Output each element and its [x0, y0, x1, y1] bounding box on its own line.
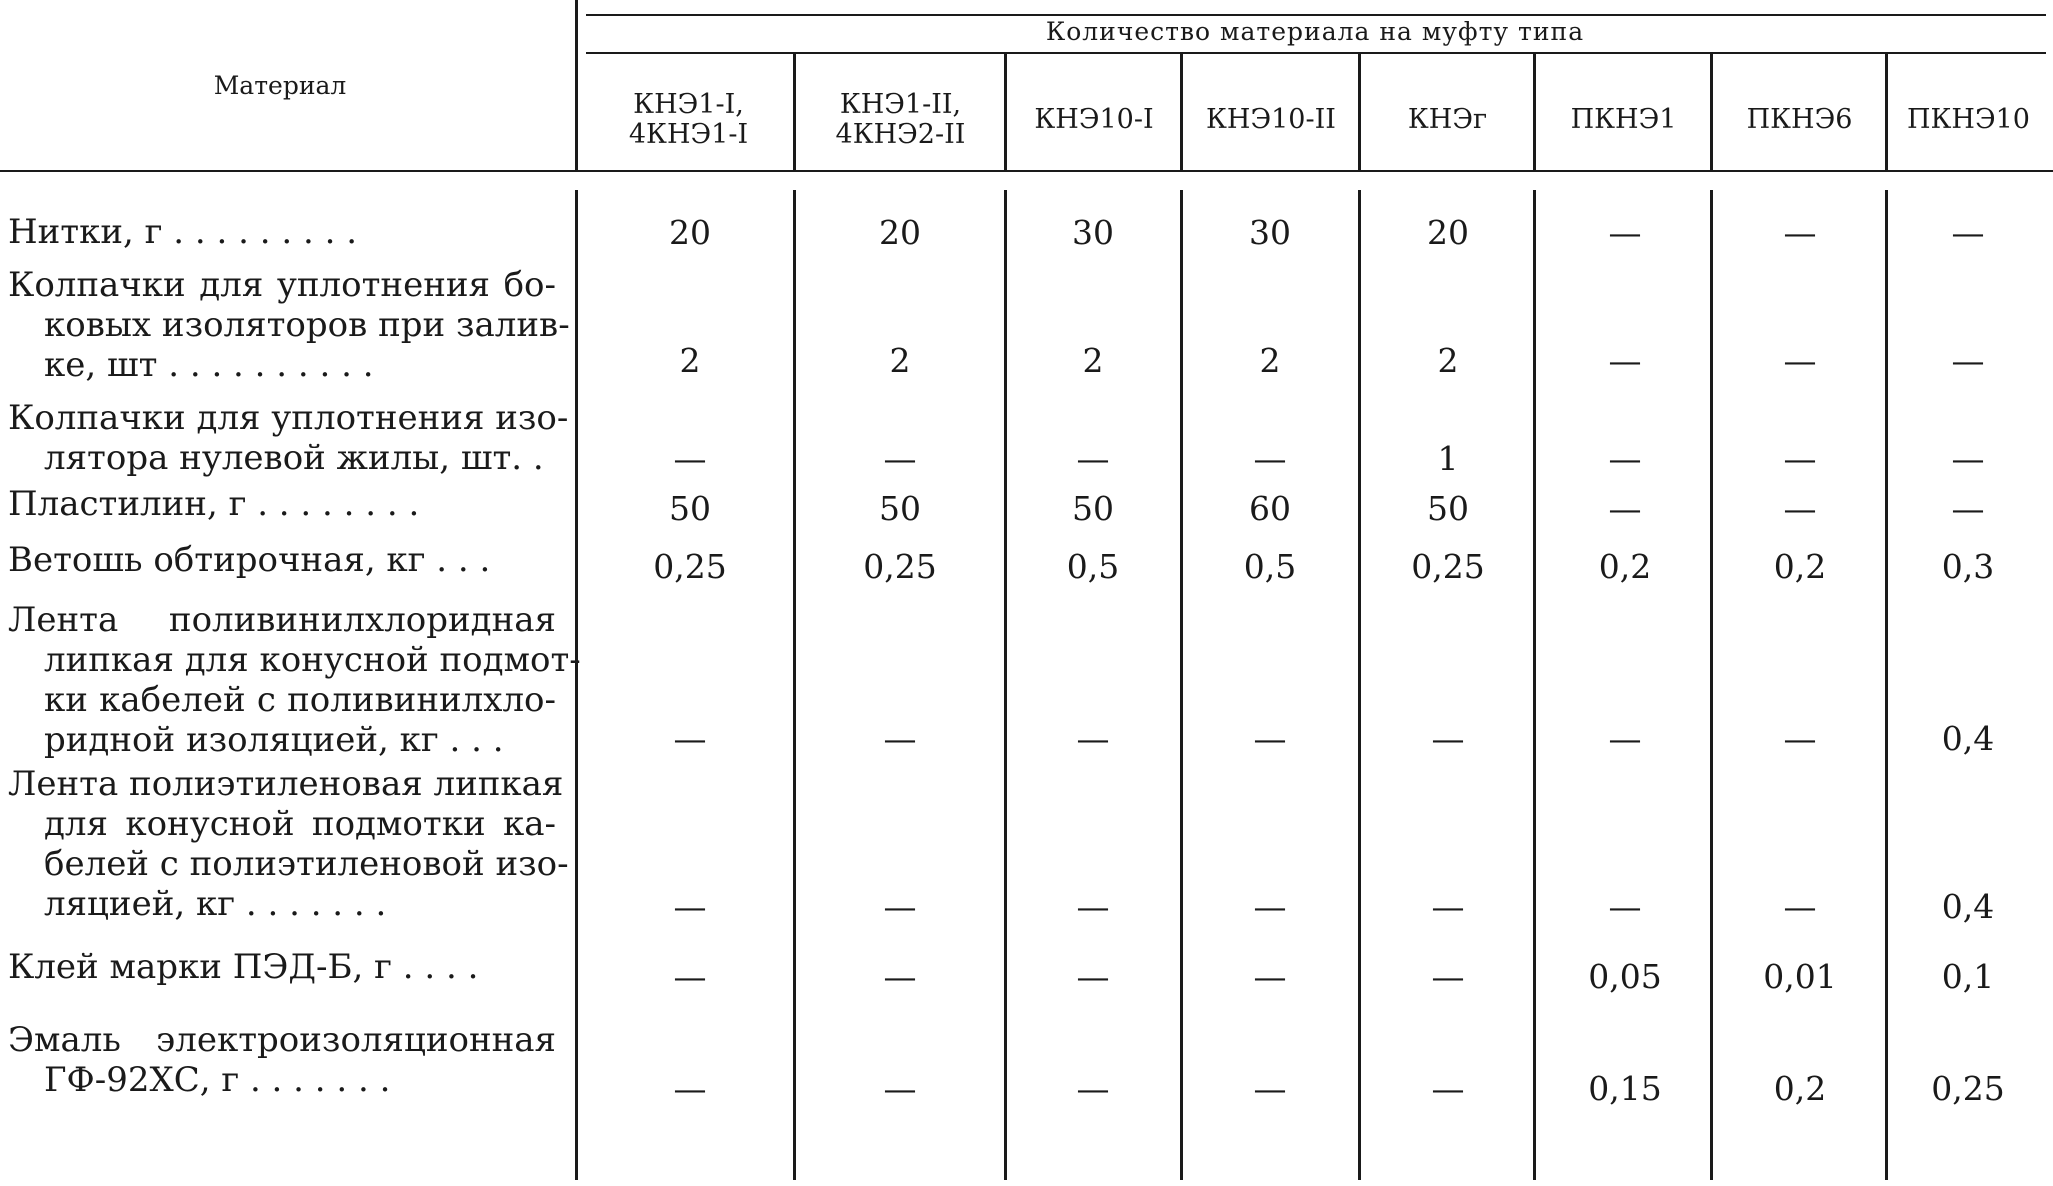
- table-cell: 0,2: [1773, 547, 1827, 586]
- table-cell: —: [1783, 439, 1817, 478]
- column-divider: [1180, 54, 1183, 170]
- table-cell: 0,05: [1588, 957, 1662, 996]
- table-cell: —: [1951, 489, 1985, 528]
- table-cell: 30: [1072, 213, 1114, 252]
- table-cell: —: [1608, 439, 1642, 478]
- table-cell: 2: [1082, 341, 1104, 380]
- column-header: [1360, 64, 1535, 176]
- table-cell: 60: [1249, 489, 1291, 528]
- table-cell: 0,01: [1763, 957, 1837, 996]
- table-cell: —: [1783, 887, 1817, 926]
- row-label-line: ляцией, кг . . . . . . .: [44, 884, 387, 924]
- table-cell: —: [673, 957, 707, 996]
- row-label-line: Колпачки для уплотнения изо-: [8, 398, 569, 438]
- column-header: [1182, 64, 1360, 176]
- row-label: [8, 1020, 556, 1100]
- table-cell: —: [673, 439, 707, 478]
- table-cell: —: [883, 719, 917, 758]
- table-cell: —: [1951, 439, 1985, 478]
- column-divider: [1885, 190, 1888, 1180]
- column-header: [1535, 64, 1712, 176]
- row-label-line: Клей марки ПЭД-Б, г . . . .: [8, 947, 479, 987]
- table-cell: 20: [1427, 213, 1469, 252]
- column-divider: [1358, 190, 1361, 1180]
- table-cell: 0,25: [1411, 547, 1485, 586]
- column-header: [1712, 64, 1887, 176]
- column-divider: [1004, 190, 1007, 1180]
- table-cell: 0,3: [1941, 547, 1995, 586]
- row-label: [8, 540, 556, 580]
- column-header: [795, 64, 1006, 176]
- column-divider: [1533, 54, 1536, 170]
- table-cell: —: [1608, 341, 1642, 380]
- column-header-line1: КНЭ1-II,: [839, 89, 962, 120]
- table-cell: 20: [669, 213, 711, 252]
- column-header: [582, 64, 795, 176]
- row-label: [8, 484, 556, 524]
- table-cell: —: [1253, 719, 1287, 758]
- table-cell: —: [1431, 1069, 1465, 1108]
- table-cell: —: [673, 1069, 707, 1108]
- table-cell: —: [1253, 439, 1287, 478]
- table-cell: —: [1253, 1069, 1287, 1108]
- group-header: Количество материала на муфту типа: [1045, 17, 1585, 46]
- table-cell: —: [1076, 957, 1110, 996]
- table-cell: —: [883, 439, 917, 478]
- row-label: [8, 764, 569, 924]
- table-cell: —: [1783, 341, 1817, 380]
- group-rule: [586, 52, 2046, 54]
- table-cell: 2: [1437, 341, 1459, 380]
- table-cell: 50: [669, 489, 711, 528]
- column-header: [1887, 64, 2050, 176]
- material-header: Материал: [213, 71, 347, 100]
- row-label-line: Лента поливинилхлоридная: [8, 600, 556, 640]
- table-cell: —: [1076, 1069, 1110, 1108]
- column-header-line1: ПКНЭ1: [1570, 104, 1677, 135]
- table-cell: —: [1608, 887, 1642, 926]
- table-cell: 2: [679, 341, 701, 380]
- table-cell: —: [1783, 213, 1817, 252]
- row-label: [8, 265, 570, 385]
- table-cell: 2: [1259, 341, 1281, 380]
- table-cell: —: [1951, 341, 1985, 380]
- column-divider: [1533, 190, 1536, 1180]
- table-cell: —: [1608, 719, 1642, 758]
- table-cell: 0,1: [1941, 957, 1995, 996]
- row-label-line: ГФ-92ХС, г . . . . . . .: [44, 1060, 391, 1100]
- column-header-line1: ПКНЭ10: [1906, 104, 2030, 135]
- table-cell: —: [1608, 213, 1642, 252]
- table-cell: —: [1951, 213, 1985, 252]
- column-header-line2: 4КНЭ1-I: [628, 119, 749, 150]
- table-cell: 0,4: [1941, 887, 1995, 926]
- column-divider: [575, 0, 578, 170]
- table-cell: 2: [889, 341, 911, 380]
- table-cell: —: [1076, 439, 1110, 478]
- row-label: [8, 600, 581, 760]
- table-cell: —: [883, 887, 917, 926]
- table-cell: —: [883, 957, 917, 996]
- table-cell: —: [1431, 887, 1465, 926]
- column-divider: [1004, 54, 1007, 170]
- table-cell: —: [1783, 489, 1817, 528]
- column-divider: [1710, 190, 1713, 1180]
- table-cell: 0,5: [1066, 547, 1120, 586]
- column-divider: [1358, 54, 1361, 170]
- table-cell: 0,2: [1773, 1069, 1827, 1108]
- table-cell: 0,15: [1588, 1069, 1662, 1108]
- row-label-line: Лента полиэтиленовая липкая: [8, 764, 564, 804]
- row-label-line: Колпачки для уплотнения бо-: [8, 265, 556, 305]
- table-cell: 0,2: [1598, 547, 1652, 586]
- table-cell: —: [1253, 957, 1287, 996]
- table-cell: —: [1076, 887, 1110, 926]
- row-label-line: Пластилин, г . . . . . . . .: [8, 484, 420, 524]
- table-cell: 0,5: [1243, 547, 1297, 586]
- table-cell: —: [1608, 489, 1642, 528]
- table-cell: 0,25: [863, 547, 937, 586]
- column-divider: [1885, 54, 1888, 170]
- table-cell: 0,4: [1941, 719, 1995, 758]
- column-header-line1: КНЭ10-II: [1206, 104, 1336, 135]
- column-divider: [793, 190, 796, 1180]
- column-header-line1: КНЭг: [1407, 104, 1488, 135]
- table-cell: 1: [1437, 439, 1459, 478]
- table-cell: —: [1431, 957, 1465, 996]
- column-header-line1: ПКНЭ6: [1746, 104, 1853, 135]
- table-cell: —: [673, 887, 707, 926]
- top-rule: [586, 14, 2046, 16]
- column-header: [1006, 64, 1182, 176]
- table-cell: 20: [879, 213, 921, 252]
- column-header-line2: 4КНЭ2-II: [835, 119, 966, 150]
- row-label-line: Эмаль электроизоляционная: [8, 1020, 556, 1060]
- row-label: [8, 212, 556, 252]
- column-header-line1: КНЭ10-I: [1034, 104, 1154, 135]
- table-cell: —: [883, 1069, 917, 1108]
- row-label-line: ке, шт . . . . . . . . . .: [44, 345, 374, 385]
- column-divider: [1710, 54, 1713, 170]
- table-cell: 50: [1072, 489, 1114, 528]
- row-label-line: ки кабелей с поливинилхло-: [44, 680, 556, 720]
- column-divider: [1180, 190, 1183, 1180]
- row-label-line: ридной изоляцией, кг . . .: [44, 720, 504, 760]
- row-label-line: белей с полиэтиленовой изо-: [44, 844, 569, 884]
- table-cell: —: [673, 719, 707, 758]
- table-cell: —: [1783, 719, 1817, 758]
- table-cell: —: [1076, 719, 1110, 758]
- table-cell: 50: [879, 489, 921, 528]
- table-cell: 50: [1427, 489, 1469, 528]
- table-cell: 0,25: [653, 547, 727, 586]
- table-cell: —: [1431, 719, 1465, 758]
- table-cell: 0,25: [1931, 1069, 2005, 1108]
- row-label-line: липкая для конусной подмот-: [44, 640, 581, 680]
- row-label-line: Ветошь обтирочная, кг . . .: [8, 540, 491, 580]
- column-divider: [793, 54, 796, 170]
- table-cell: 30: [1249, 213, 1291, 252]
- row-label-line: ковых изоляторов при залив-: [44, 305, 570, 345]
- row-label: [8, 947, 556, 987]
- table-cell: —: [1253, 887, 1287, 926]
- row-label-line: для конусной подмотки ка-: [44, 804, 556, 844]
- column-header-line1: КНЭ1-I,: [633, 89, 744, 120]
- column-divider: [575, 190, 578, 1180]
- row-label: [8, 398, 569, 478]
- row-label-line: лятора нулевой жилы, шт. .: [44, 438, 544, 478]
- row-label-line: Нитки, г . . . . . . . . .: [8, 212, 357, 252]
